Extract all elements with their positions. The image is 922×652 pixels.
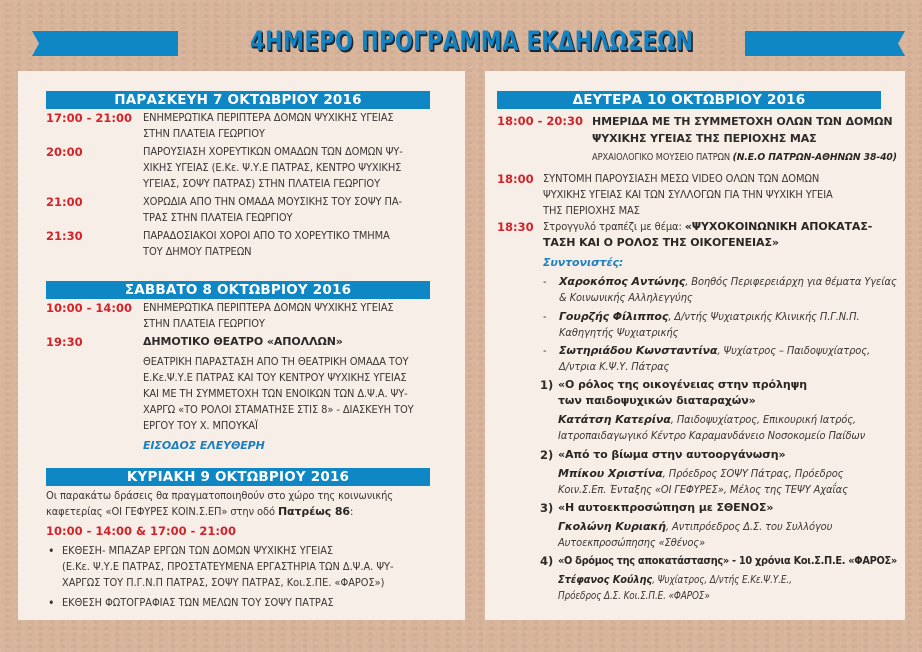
speaker-role: Πρόεδρος Δ.Σ. Κοι.Σ.Π.Ε. «ΦΑΡΟΣ» <box>558 589 710 602</box>
event-line: ΣΥΝΤΟΜΗ ΠΑΡΟΥΣΙΑΣΗ ΜΕΣΩ VIDEO ΟΛΩΝ ΤΩΝ ΔΟΜΩΝ <box>543 172 820 185</box>
round-table-intro: Στρογγυλό τραπέζι με θέμα: <box>543 220 685 233</box>
event-venue <box>592 150 897 166</box>
event-line: ΗΜΕΡΙΔΑ ΜΕ ΤΗ ΣΥΜΜΕΤΟΧΗ ΟΛΩΝ ΤΩΝ ΔΟΜΩΝ <box>592 115 893 128</box>
sunday-intro <box>46 488 456 520</box>
event-line: ΠΑΡΟΥΣΙΑΣΗ ΧΟΡΕΥΤΙΚΩΝ ΟΜΑΔΩΝ ΤΩΝ ΔΟΜΩΝ ΨΥ- <box>143 145 403 158</box>
intro-line <box>46 504 456 520</box>
free-entry-note: ΕΙΣΟΔΟΣ ΕΛΕΥΘΕΡΗ <box>143 439 265 452</box>
event-line: ΠΑΡΑΔΟΣΙΑΚΟΙ ΧΟΡΟΙ ΑΠΟ ΤΟ ΧΟΡΕΥΤΙΚΟ ΤΜΗΜΑ <box>143 229 390 242</box>
venue-address: (Ν.Ε.Ο ΠΑΤΡΩΝ-ΑΘΗΝΩΝ 38-40) <box>732 152 897 163</box>
event-line: Ε.Κε.Ψ.Υ.Ε ΠΑΤΡΑΣ ΚΑΙ ΤΟΥ ΚΕΝΤΡΟΥ ΨΥΧΙΚΗΣ ΥΓΕΙΑΣ <box>143 371 407 384</box>
event-line: ΣΤΗΝ ΠΛΑΤΕΙΑ ΓΕΩΡΓΙΟΥ <box>143 317 265 330</box>
address-bold: Πατρέως 86 <box>277 505 350 518</box>
event-time: 21:30 <box>46 229 83 243</box>
coordinator-name: Γουρζής Φίλιππος <box>559 310 669 323</box>
list-item <box>62 595 457 611</box>
round-table-topic: «ΨΥΧΟΚΟΙΝΩΝΙΚΗ ΑΠΟΚΑΤΑΣ- <box>684 220 873 233</box>
event-time: 10:00 - 14:00 & 17:00 - 21:00 <box>46 524 237 538</box>
speaker-name: Μπίκου Χριστίνα <box>558 467 663 480</box>
coordinator-item <box>559 343 870 375</box>
venue-name: ΑΡΧΑΙΟΛΟΓΙΚΟ ΜΟΥΣΕΙΟ ΠΑΤΡΩΝ <box>592 152 731 163</box>
coordinator-name: Χαροκόπος Αντώνης <box>559 275 686 288</box>
event-line: ΤΗΣ ΠΕΡΙΟΧΗΣ ΜΑΣ <box>543 204 640 217</box>
event-line: ΤΟΥ ΔΗΜΟΥ ΠΑΤΡΕΩΝ <box>143 245 252 258</box>
event-description <box>143 354 414 434</box>
dash-marker: - <box>543 344 547 357</box>
left-panel <box>18 71 465 620</box>
speaker-name: Γκολώνη Κυριακή <box>558 520 666 533</box>
speaker-role: Αυτοεκπροσώπησης «Σθένος» <box>558 536 706 549</box>
intro-colon: : <box>349 505 354 518</box>
right-panel <box>485 71 905 620</box>
event-line <box>543 219 872 235</box>
talk-item <box>558 447 848 498</box>
event-description <box>143 228 390 260</box>
event-description <box>143 110 394 142</box>
right-ribbon-decoration <box>745 31 905 56</box>
bullet-line: (Ε.Κε. Ψ.Υ.Ε ΠΑΤΡΑΣ, ΠΡΟΣΤΑΤΕΥΜΕΝΑ ΕΡΓΑΣΤΗΡΙΑ ΤΩΝ Δ.Ψ.Α. ΨΥ- <box>62 560 394 573</box>
event-line: ΚΑΙ ΜΕ ΤΗ ΣΥΜΜΕΤΟΧΗ ΤΩΝ ΕΝΟΙΚΩΝ ΤΩΝ Δ.Ψ.Α. ΨΥ- <box>143 387 408 400</box>
event-time: 18:00 <box>497 172 534 186</box>
talk-title: «Ο ρόλος της οικογένειας στην πρόληψη <box>558 378 807 391</box>
day-header-saturday: ΣΑΒΒΑΤΟ 8 ΟΚΤΩΒΡΙΟΥ 2016 <box>46 281 430 299</box>
event-description <box>143 300 394 332</box>
page-title: 4ΗΜΕΡΟ ΠΡΟΓΡΑΜΜΑ ΕΚΔΗΛΩΣΕΩΝ <box>249 26 694 57</box>
talk-title: «Από το βίωμα στην αυτοοργάνωση» <box>558 448 786 461</box>
intro-text: καφετερίας «ΟΙ ΓΕΦΥΡΕΣ ΚΟΙΝ.Σ.ΕΠ» στην οδό <box>46 505 278 518</box>
dash-marker: - <box>543 310 547 323</box>
event-time: 21:00 <box>46 195 83 209</box>
talk-item <box>558 500 832 551</box>
day-header-friday: ΠΑΡΑΣΚΕΥΗ 7 ΟΚΤΩΒΡΙΟΥ 2016 <box>46 91 430 109</box>
event-description <box>592 113 892 147</box>
event-time: 17:00 - 21:00 <box>46 111 132 125</box>
event-description <box>543 171 833 219</box>
event-time: 20:00 <box>46 145 83 159</box>
talk-number: 3) <box>540 501 554 515</box>
speaker-role: , Ψυχίατρος, Δ/ντής Ε.Κε.Ψ.Υ.Ε., <box>652 573 792 586</box>
coordinator-item <box>559 274 897 306</box>
list-item <box>62 543 457 591</box>
event-line: ΨΥΧΙΚΗΣ ΥΓΕΙΑΣ ΚΑΙ ΤΩΝ ΣΥΛΛΟΓΩΝ ΓΙΑ ΤΗΝ ΨΥΧΙΚΗ ΥΓΕΙΑ <box>543 188 833 201</box>
event-venue: ΔΗΜΟΤΙΚΟ ΘΕΑΤΡΟ «ΑΠΟΛΛΩΝ» <box>143 335 343 348</box>
event-line: ΣΤΗΝ ΠΛΑΤΕΙΑ ΓΕΩΡΓΙΟΥ <box>143 127 265 140</box>
day-header-monday: ΔΕΥΤΕΡΑ 10 ΟΚΤΩΒΡΙΟΥ 2016 <box>497 91 881 109</box>
speaker-name: Στέφανος Κούλης <box>558 573 653 586</box>
event-time: 10:00 - 14:00 <box>46 301 132 315</box>
talk-item <box>558 377 865 444</box>
coordinator-role: , Δ/ντής Ψυχιατρικής Κλινικής Π.Γ.Ν.Π. <box>668 310 860 323</box>
speaker-name: Κατάτση Κατερίνα <box>558 413 671 426</box>
event-time: 18:00 - 20:30 <box>497 114 583 128</box>
event-description <box>143 194 402 226</box>
coordinator-item <box>559 309 860 341</box>
event-line: ΕΝΗΜΕΡΩΤΙΚΑ ΠΕΡΙΠΤΕΡΑ ΔΟΜΩΝ ΨΥΧΙΚΗΣ ΥΓΕΙΑΣ <box>143 301 394 314</box>
talk-item <box>558 553 897 604</box>
event-line: ΥΓΕΙΑΣ, ΣΟΨΥ ΠΑΤΡΑΣ) ΣΤΗΝ ΠΛΑΤΕΙΑ ΓΕΩΡΓΙΟΥ <box>143 177 381 190</box>
coordinator-role: , Βοηθός Περιφερειάρχη για θέματα Υγείας <box>685 275 897 288</box>
coordinator-name: Σωτηριάδου Κωνσταντίνα <box>559 344 718 357</box>
talk-title: των παιδοψυχικών διαταραχών» <box>558 394 756 407</box>
coordinator-role: & Κοινωνικής Αλληλεγγύης <box>559 291 693 304</box>
speaker-role: , Παιδοψυχίατρος, Επικουρική Ιατρός, <box>670 413 856 426</box>
left-ribbon-decoration <box>32 31 178 56</box>
day-header-sunday: ΚΥΡΙΑΚΗ 9 ΟΚΤΩΒΡΙΟΥ 2016 <box>46 468 430 486</box>
event-line: ΧΟΡΩΔΙΑ ΑΠΟ ΤΗΝ ΟΜΑΔΑ ΜΟΥΣΙΚΗΣ ΤΟΥ ΣΟΨΥ ΠΑ- <box>143 195 403 208</box>
speaker-role: , Αντιπρόεδρος Δ.Σ. του Συλλόγου <box>665 520 833 533</box>
dash-marker: - <box>543 275 547 288</box>
coordinator-role: , Ψυχίατρος – Παιδοψυχίατρος, <box>717 344 870 357</box>
event-line: ΨΥΧΙΚΗΣ ΥΓΕΙΑΣ ΤΗΣ ΠΕΡΙΟΧΗΣ ΜΑΣ <box>592 132 817 145</box>
event-time: 19:30 <box>46 335 83 349</box>
talk-number: 2) <box>540 448 554 462</box>
event-line: ΧΑΡΓΩ «ΤΟ ΡΟΛΟΙ ΣΤΑΜΑΤΗΣΕ ΣΤΙΣ 8» - ΔΙΑΣΚΕΥΗ ΤΟΥ <box>143 403 414 416</box>
bullet-line: ΧΑΡΓΩΣ ΤΟΥ Π.Γ.Ν.Π ΠΑΤΡΑΣ, ΣΟΨΥ ΠΑΤΡΑΣ, Κοι.Σ.ΠΕ. «ΦΑΡΟΣ») <box>62 576 385 589</box>
coordinator-role: Δ/ντρια Κ.Ψ.Υ. Πάτρας <box>559 360 670 373</box>
bullet-line: • ΕΚΘΕΣΗ- ΜΠΑΖΑΡ ΕΡΓΩΝ ΤΩΝ ΔΟΜΩΝ ΨΥΧΙΚΗΣ ΥΓΕΙΑΣ <box>62 544 334 557</box>
event-line: ΘΕΑΤΡΙΚΗ ΠΑΡΑΣΤΑΣΗ ΑΠΟ ΤΗ ΘΕΑΤΡΙΚΗ ΟΜΑΔΑ ΤΟΥ <box>143 355 409 368</box>
speaker-role: Κοιν.Σ.Επ. Ένταξης «ΟΙ ΓΕΦΥΡΕΣ», Μέλος της ΤΕΨΥ Αχαΐας <box>558 483 848 496</box>
bullet-line: • ΕΚΘΕΣΗ ΦΩΤΟΓΡΑΦΙΑΣ ΤΩΝ ΜΕΛΩΝ ΤΟΥ ΣΟΨΥ ΠΑΤΡΑΣ <box>62 596 334 609</box>
event-description <box>143 144 403 192</box>
event-time: 18:30 <box>497 220 534 234</box>
speaker-role: , Πρόεδρος ΣΟΨΥ Πάτρας, Πρόεδρος <box>662 467 844 480</box>
event-line: ΕΡΓΟΥ ΤΟΥ Χ. ΜΠΟΥΚΑΪ <box>143 419 258 432</box>
event-line: ΧΙΚΗΣ ΥΓΕΙΑΣ (Ε.Κε. Ψ.Υ.Ε ΠΑΤΡΑΣ, ΚΕΝΤΡΟ ΨΥΧΙΚΗΣ <box>143 161 402 174</box>
coordinator-role: Καθηγητής Ψυχιατρικής <box>559 326 679 339</box>
event-description <box>543 219 872 251</box>
talk-title: «Ο δρόμος της αποκατάστασης» - 10 χρόνια Κοι.Σ.Π.Ε. «ΦΑΡΟΣ» <box>558 554 897 567</box>
event-line: ΕΝΗΜΕΡΩΤΙΚΑ ΠΕΡΙΠΤΕΡΑ ΔΟΜΩΝ ΨΥΧΙΚΗΣ ΥΓΕΙΑΣ <box>143 111 394 124</box>
round-table-topic: ΤΑΣΗ ΚΑΙ Ο ΡΟΛΟΣ ΤΗΣ ΟΙΚΟΓΕΝΕΙΑΣ» <box>543 236 779 249</box>
coordinators-label: Συντονιστές: <box>543 256 624 269</box>
talk-title: «Η αυτοεκπροσώπηση με ΣΘΕΝΟΣ» <box>558 501 774 514</box>
talk-number: 4) <box>540 554 554 568</box>
talk-number: 1) <box>540 378 554 392</box>
event-line: ΤΡΑΣ ΣΤΗΝ ΠΛΑΤΕΙΑ ΓΕΩΡΓΙΟΥ <box>143 211 293 224</box>
intro-line: Οι παρακάτω δράσεις θα πραγματοποιηθούν στο χώρο της κοινωνικής <box>46 489 394 502</box>
speaker-role: Ιατροπαιδαγωγικό Κέντρο Καραμανδάνειο Νοσοκομείο Παίδων <box>558 429 866 442</box>
